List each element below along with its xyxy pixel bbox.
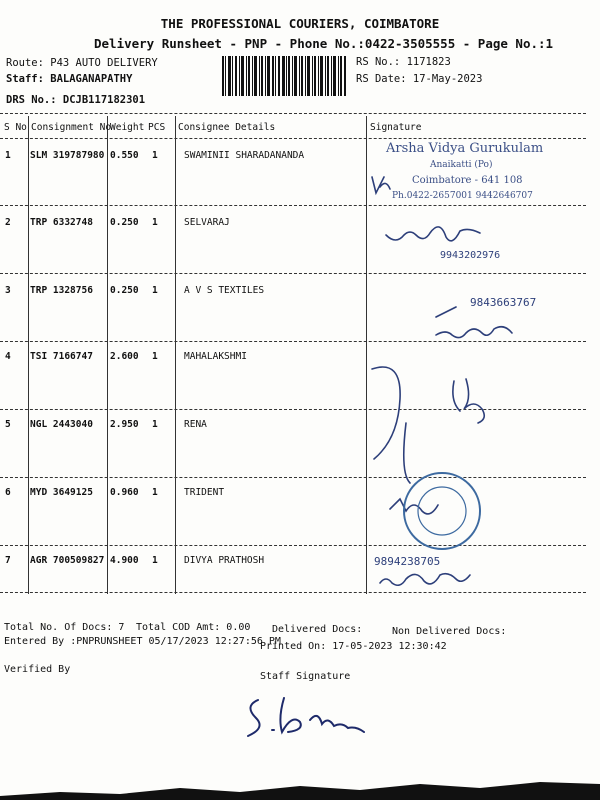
row-consignee: TRIDENT	[184, 487, 225, 498]
table-bottom-rule	[0, 592, 586, 593]
rs-number: RS No.: 1171823	[356, 56, 451, 68]
staff-signature	[240, 690, 380, 740]
handwritten-phone: 9894238705	[374, 555, 441, 568]
total-cod: Total COD Amt: 0.00	[136, 622, 251, 633]
column-divider	[107, 116, 108, 594]
handwritten-signatures	[366, 139, 586, 599]
handwritten-phone: 9943202976	[440, 250, 501, 261]
row-sno: 1	[5, 150, 11, 161]
route-label: Route: P43 AUTO DELIVERY	[6, 57, 158, 69]
torn-edge	[0, 778, 600, 800]
stamp-line: Ph.0422-2657001 9442646707	[392, 191, 533, 201]
row-weight: 4.900	[110, 555, 139, 566]
stamp-line: Anaikatti (Po)	[430, 160, 493, 170]
row-divider	[0, 273, 586, 274]
printed-on: Printed On: 17-05-2023 12:30:42	[260, 641, 447, 652]
row-pcs: 1	[152, 217, 158, 228]
total-docs: Total No. Of Docs: 7	[4, 622, 125, 633]
row-pcs: 1	[152, 555, 158, 566]
col-header-consignee: Consignee Details	[178, 122, 276, 133]
column-divider	[175, 116, 176, 594]
row-pcs: 1	[152, 351, 158, 362]
row-divider	[0, 409, 586, 410]
row-weight: 2.950	[110, 419, 139, 430]
row-pcs: 1	[152, 487, 158, 498]
company-title: THE PROFESSIONAL COURIERS, COIMBATORE	[160, 16, 440, 31]
row-consignment: TRP 6332748	[30, 217, 93, 228]
barcode	[222, 56, 346, 96]
col-header-consignment: Consignment No	[31, 122, 112, 133]
stamp-line: Coimbatore - 641 108	[412, 175, 523, 186]
row-weight: 0.250	[110, 285, 139, 296]
staff-label: Staff: BALAGANAPATHY	[6, 73, 133, 85]
row-consignee: MAHALAKSHMI	[184, 351, 247, 362]
drs-number: DRS No.: DCJB117182301	[6, 94, 146, 106]
row-consignee: SELVARAJ	[184, 217, 230, 228]
row-sno: 5	[5, 419, 11, 430]
row-weight: 0.960	[110, 487, 139, 498]
row-weight: 0.250	[110, 217, 139, 228]
row-consignee: SWAMINII SHARADANANDA	[184, 150, 305, 161]
col-header-weight: Weight	[110, 122, 145, 133]
staff-signature-label: Staff Signature	[260, 671, 351, 682]
row-sno: 4	[5, 351, 11, 362]
column-divider	[366, 116, 367, 594]
non-delivered-docs: Non Delivered Docs:	[392, 626, 507, 637]
row-divider	[0, 205, 586, 206]
table-header-rule	[0, 138, 586, 139]
row-consignment: SLM 319787980	[30, 150, 105, 161]
row-sno: 2	[5, 217, 11, 228]
runsheet-subtitle: Delivery Runsheet - PNP - Phone No.:0422-3505555 - Page No.:1	[94, 36, 554, 51]
stamp-line: Arsha Vidya Gurukulam	[386, 141, 544, 156]
entered-by: Entered By :PNPRUNSHEET 05/17/2023 12:27:56 PM	[4, 636, 281, 647]
row-consignee: A V S TEXTILES	[184, 285, 265, 296]
table-top-rule	[0, 113, 586, 114]
row-sno: 6	[5, 487, 11, 498]
verified-by: Verified By	[4, 664, 71, 675]
row-weight: 2.600	[110, 351, 139, 362]
col-header-sno: S No	[4, 122, 27, 133]
col-header-signature: Signature	[370, 122, 422, 133]
row-divider	[0, 341, 586, 342]
row-sno: 7	[5, 555, 11, 566]
row-divider	[0, 477, 586, 478]
rs-date: RS Date: 17-May-2023	[356, 73, 483, 85]
col-header-pcs: PCS	[148, 122, 166, 133]
row-pcs: 1	[152, 150, 158, 161]
row-consignment: TRP 1328756	[30, 285, 93, 296]
row-consignment: TSI 7166747	[30, 351, 93, 362]
row-consignee: RENA	[184, 419, 207, 430]
row-sno: 3	[5, 285, 11, 296]
delivered-docs: Delivered Docs:	[272, 624, 363, 635]
row-consignment: NGL 2443040	[30, 419, 93, 430]
row-consignment: AGR 700509827	[30, 555, 105, 566]
row-consignee: DIVYA PRATHOSH	[184, 555, 265, 566]
row-pcs: 1	[152, 285, 158, 296]
handwritten-phone: 9843663767	[470, 296, 537, 309]
column-divider	[28, 116, 29, 594]
row-pcs: 1	[152, 419, 158, 430]
row-weight: 0.550	[110, 150, 139, 161]
row-divider	[0, 545, 586, 546]
row-consignment: MYD 3649125	[30, 487, 93, 498]
